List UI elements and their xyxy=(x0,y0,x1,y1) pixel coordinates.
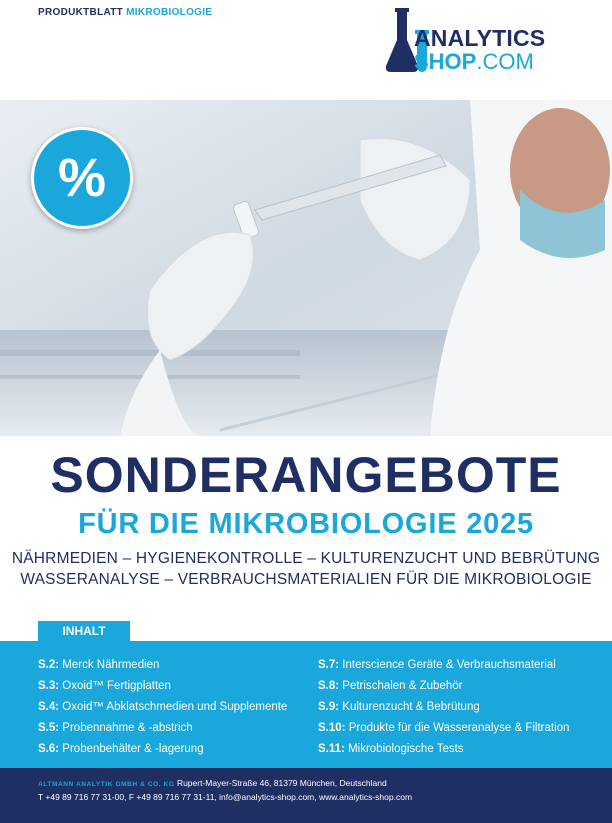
contents-item[interactable] xyxy=(318,718,569,739)
contents-page: S.2: xyxy=(38,659,60,671)
contents-page: S.7: xyxy=(318,659,340,671)
footer-address-line xyxy=(38,778,387,788)
doc-type: PRODUKTBLATT xyxy=(38,7,124,18)
contents-page: S.6: xyxy=(38,743,60,755)
company-name: ALTMANN ANALYTIK GMBH & CO. KG xyxy=(38,781,175,788)
contents-text: Kulturenzucht & Bebrütung xyxy=(342,701,480,713)
contents-item[interactable] xyxy=(318,739,569,760)
footer xyxy=(0,768,612,823)
company-address: Rupert-Mayer-Straße 46, 81379 München, Deutschland xyxy=(176,778,387,788)
contents-item[interactable] xyxy=(38,739,287,760)
contents-item[interactable] xyxy=(318,697,569,718)
discount-badge: % xyxy=(31,127,133,229)
contents-page: S.3: xyxy=(38,680,60,692)
topics-line-1: NÄHRMEDIEN – HYGIENEKONTROLLE – KULTURENZUCHT UND BEBRÜTUNG xyxy=(11,550,601,567)
page-title: SONDERANGEBOTE xyxy=(50,447,562,503)
logo-com: .COM xyxy=(476,49,534,74)
contents-text: Oxoid™ Fertigplatten xyxy=(62,680,171,692)
logo-wordmark[interactable] xyxy=(414,26,545,74)
contents-item[interactable] xyxy=(38,676,287,697)
contents-page: S.4: xyxy=(38,701,60,713)
contents-text: Produkte für die Wasseranalyse & Filtration xyxy=(348,722,570,734)
contents-text: Interscience Geräte & Verbrauchsmaterial xyxy=(342,659,556,671)
contents-page: S.5: xyxy=(38,722,60,734)
topics-line-2: WASSERANALYSE – VERBRAUCHSMATERIALIEN FÜR DIE MIKROBIOLOGIE xyxy=(20,571,592,588)
contents-item[interactable] xyxy=(318,676,569,697)
contents-item[interactable] xyxy=(38,718,287,739)
contents-item[interactable] xyxy=(38,697,287,718)
footer-contact[interactable]: T +49 89 716 77 31-00, F +49 89 716 77 31-11, info@analytics-shop.com, www.analytics-shop.com xyxy=(38,792,413,802)
contents-item[interactable] xyxy=(38,655,287,676)
logo-shop: SHOP xyxy=(414,49,477,74)
header xyxy=(0,0,612,100)
contents-tab: INHALT xyxy=(38,621,130,641)
contents-text: Probennahme & -abstrich xyxy=(62,722,193,734)
document-label xyxy=(38,7,212,18)
contents-page: S.10: xyxy=(318,722,346,734)
logo-line2 xyxy=(414,50,545,74)
page-subtitle: FÜR DIE MIKROBIOLOGIE 2025 xyxy=(78,508,534,540)
contents-column-right xyxy=(318,655,569,760)
contents-text: Merck Nährmedien xyxy=(62,659,160,671)
contents-page: S.9: xyxy=(318,701,340,713)
topics xyxy=(0,548,612,590)
logo-line1: ANALYTICS xyxy=(414,25,546,51)
contents-column-left xyxy=(38,655,287,760)
contents-text: Probenbehälter & -lagerung xyxy=(62,743,204,755)
contents-text: Mikrobiologische Tests xyxy=(348,743,464,755)
doc-topic: MIKROBIOLOGIE xyxy=(126,7,213,18)
contents-text: Oxoid™ Abklatschmedien und Supplemente xyxy=(62,701,288,713)
contents-panel xyxy=(0,641,612,768)
contents-text: Petrischalen & Zubehör xyxy=(342,680,463,692)
contents-page: S.8: xyxy=(318,680,340,692)
title-block xyxy=(0,448,612,590)
contents-item[interactable] xyxy=(318,655,569,676)
contents-page: S.11: xyxy=(318,743,345,755)
